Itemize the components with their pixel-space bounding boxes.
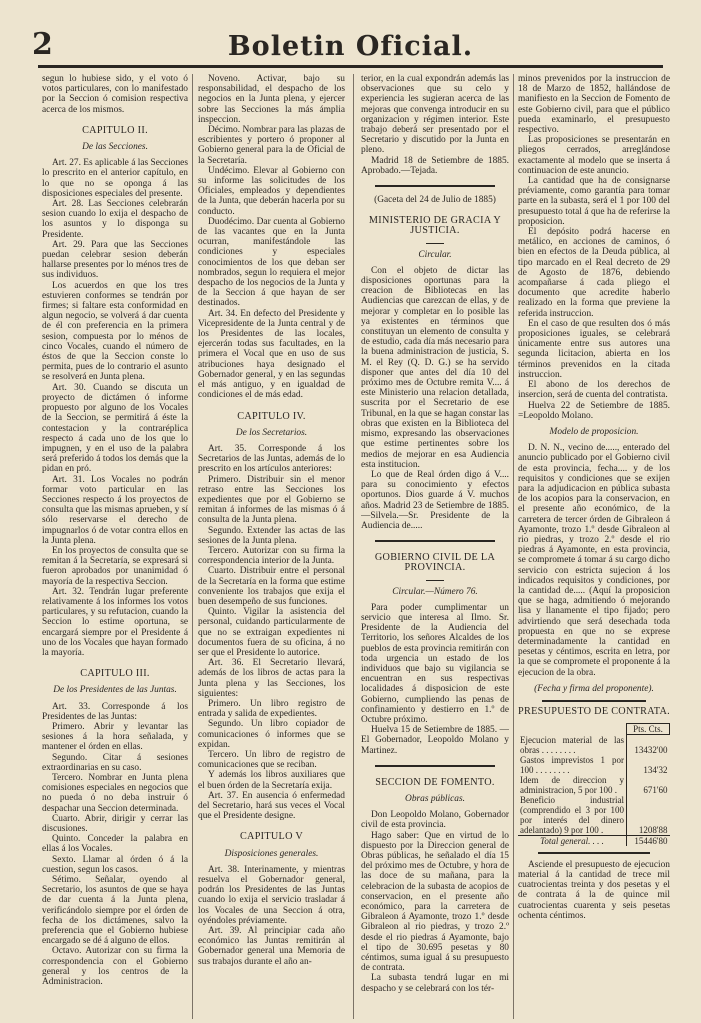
row-amount: 1208'88 (627, 795, 670, 836)
amount-header: Pts. Cts. (627, 724, 670, 735)
budget-table (518, 723, 670, 846)
paragraph: Para poder cumplimentar un servicio que interesa al Ilmo. Sr. Presidente de la Audiencia del Territorio, los señores Alcaldes de los pueblos de esta provincia remitirán con toda urgencia un estado de los individuos que bajo su vigilancia se encuentran en sus respectivas localidades á disposicion de este Gobierno, cumpliendo las penas de confinamiento y destierro en 1.º de Octubre próximo. (361, 602, 509, 725)
section-heading: GOBIERNO CIVIL DE LA PROVINCIA. (374, 552, 496, 574)
article-28: Art. 28. Las Secciones celebrarán sesion cuando lo exija el despacho de los asuntos y lo disponga su Presidente. (42, 199, 188, 240)
newspaper-title: Boletin Oficial. (227, 31, 474, 62)
row-label: Idem de direccion y administracion, 5 por 100 . (520, 774, 624, 795)
list-item: Quinto. Vigilar la asistencia del personal, cuidando particularmente de que no se extraigan expedientes ni documentos fuera de su oficina, á no ser que el Presidente lo autorice. (198, 607, 345, 658)
column-separator (192, 74, 193, 1019)
row-label: Ejecucion material de las obras . . . . . . . . (520, 734, 624, 755)
row-amount: 671'60 (627, 775, 670, 795)
list-item: Décimo. Nombrar para las plazas de escribientes y portero ó proponer al Gobierno general para la de Oficial de la Secretaría. (198, 125, 345, 166)
signature-line: Huelva 15 de Setiembre de 1885. —El Gobernador, Leopoldo Molano y Martinez. (361, 725, 509, 756)
section-heading: SECCION DE FOMENTO. (375, 776, 495, 788)
paragraph: terior, en la cual expondrán además las observaciones que su celo y experiencia les sugieran acerca de las mejoras que convenga introducir en su organizacion y régimen interior. Este trabajo deberá ser presentado por el Secretario y discutido por la Junta en pleno. (361, 74, 509, 156)
chapter-heading: CAPITULO IV. (237, 410, 306, 422)
paragraph: segun lo hubiese sido, y el voto ó votos particulares, con lo manifestado por la Seccion ó comision respectiva acerca de los mismos. (42, 74, 188, 115)
chapter-heading: CAPITULO II. (82, 124, 148, 136)
row-amount: 134'32 (627, 755, 670, 775)
article-27: Art. 27. Es aplicable á las Secciones lo prescrito en el anterior capítulo, en lo que no se oponga á las disposiciones especiales del presente. (42, 158, 188, 199)
paragraph: En los proyectos de consulta que se remitan á la Secretaría, se expresará si fueron aprobados por unanimidad ó mayoría de la respectiva Seccion. (42, 545, 188, 587)
paragraph: Los acuerdos en que los tres estuvieren conformes se tendrán por firmes; si faltare esta conformidad en algun negocio, se volverá á dar cuenta de él con preferencia en la primera sesion, compuesta por lo ménos de cinco Vocales, cuando el número de éstos de que la Seccion conste lo permita, pues de lo contrario el asunto se resolverá en Junta plena. (42, 280, 188, 383)
article-29: Art. 29. Para que las Secciones puedan celebrar sesion deberán hallarse presentes por lo ménos tres de sus individuos. (42, 239, 188, 281)
column-4 (518, 74, 670, 1019)
list-item: Primero. Abrir y levantar las sesiones á la hora señalada, y mantener el órden en ellas. (42, 721, 188, 753)
header-rule (38, 65, 663, 68)
circular-label: Circular.—Número 76. (392, 586, 478, 597)
circular-label: Circular. (418, 249, 452, 260)
paragraph: La subasta tendrá lugar en mi despacho y se celebrará con los tér- (361, 973, 509, 994)
list-item: Sexto. Llamar al órden ó á la cuestion, segun los casos. (42, 854, 188, 875)
column-separator (353, 74, 354, 1019)
page-number: 2 (32, 27, 53, 62)
short-rule (426, 580, 444, 581)
signature-note: (Fecha y firma del proponente). (534, 683, 654, 694)
paragraph: Lo que de Real órden digo á V.... para su conocimiento y efectos oportunos. Dios guarde á V. muchos años. Madrid 23 de Setiembre de 1885.—Silvela.—Sr. Presidente de la Audiencia de..... (361, 469, 509, 531)
column-3 (361, 74, 509, 1019)
list-item: Quinto. Conceder la palabra en ellas á los Vocales. (42, 834, 188, 855)
section-rule (375, 185, 495, 187)
signature-line: Huelva 22 de Setiembre de 1885. =Leopoldo Molano. (518, 400, 670, 421)
chapter-subtitle: Disposiciones generales. (224, 848, 319, 859)
total-row (518, 835, 670, 846)
list-item: Segundo. Un libro copiador de comunicaciones ó informes que se expidan. (198, 719, 345, 750)
article-38: Art. 38. Interinamente, y mientras resuelva el Gobernador general, podrán los Presidentes de las Juntas cuando lo exija el servicio trasladar á los Vocales de una Seccion á otra, oyéndoles préviamente. (198, 864, 345, 926)
paragraph: Asciende el presupuesto de ejecucion material á la cantidad de trece mil cuatrocientas treinta y dos pesetas y el de contrata á la de quince mil cuatrocientas cuarenta y seis pesetas ochenta céntimos. (518, 859, 670, 921)
section-rule (375, 765, 495, 767)
paragraph: El abono de los derechos de insercion, será de cuenta del contratista. (518, 380, 670, 401)
signature-line: Madrid 18 de Setiembre de 1885. Aprobado.—Tejada. (361, 155, 509, 176)
article-35: Art. 35. Corresponde á los Secretarios de las Juntas, además de lo prescrito en los artículos anteriores: (198, 443, 345, 475)
chapter-heading: CAPITULO III. (80, 668, 150, 680)
column-2 (198, 74, 345, 1019)
list-item: Tercero. Autorizar con su firma la correspondencia interior de la Junta. (198, 545, 345, 567)
column-separator (513, 74, 514, 1019)
section-rule (542, 700, 646, 702)
article-34: Art. 34. En defecto del Presidente y Vicepresidente de la Junta central y de los Presidentes de las locales, ejercerán todas sus facultades, en la primera el Vocal que en uso de sus atribuciones haya designado el Gobernador general, y en las segundas el más antiguo, y en igualdad de condiciones el de más edad. (198, 308, 345, 401)
section-heading: MINISTERIO DE GRACIA Y JUSTICIA. (368, 215, 502, 237)
list-item: Duodécimo. Dar cuenta al Gobierno de las vacantes que en la Junta ocurran, manifestándole las condiciones y especiales conocimientos de los que deban ser nombrados, segun lo requiera el mejor despacho de los negocios de la Junta y de la Seccion á que hayan de ser destinados. (198, 216, 345, 309)
list-item: Cuarto. Abrir, dirigir y cerrar las discusiones. (42, 813, 188, 835)
list-item: Noveno. Activar, bajo su responsabilidad, el despacho de los negocios en la Junta plena, y ejercer sobre las Secciones la más ámplia inspeccion. (198, 74, 345, 125)
chapter-subtitle: De los Secretarios. (235, 427, 308, 438)
section-rule (375, 540, 495, 542)
row-label: Beneficio industrial (comprendido el 3 por 100 por interés del dinero adelantado) 9 por 100 . (520, 794, 624, 835)
chapter-subtitle: De las Secciones. (82, 142, 148, 153)
list-item: Segundo. Extender las actas de las sesiones de la Junta plena. (198, 525, 345, 546)
column-1 (42, 74, 188, 1019)
paragraph: Hago saber: Que en virtud de lo dispuesto por la Direccion general de Obras públicas, he señalado el día 15 del próximo mes de Octubre, y hora de las doce de su mañana, para la celebracion de la subasta de acopios de conservacion, en el presente año económico, para la carretera de Gibraleon á Ayamonte, trozo 1.º desde Gibraleon al rio piedras, y trozo 2.º desde el rio piedras á Ayamonte, bajo el tipo de 30.695 pesetas y 80 céntimos, suma igual á su presupuesto de contrata. (361, 830, 509, 974)
paragraph: D. N. N., vecino de....., enterado del anuncio publicado por el Gobierno civil de esta provincia, fecha.... y de los requisitos y condiciones que se exijen para la adjudicacion en pública subasta de los acopios para la conservacion, en el presente año económico, de la carretera de tercer órden de Gibraleon á Ayamonte, trozo 1.º desde Gibraleon al rio piedras, y trozo 2.º desde el rio piedras á Ayamonte, en esta provincia, se compromete á tomar á su cargo dicho servicio con estricta sujecion á los indicados requisitos y condiciones, por la cantidad de..... (Aquí la proposicion que se haga, admitiendo ó mejorando lisa y llanamente el tipo fijado; pero advirtiendo que será desechada toda propuesta en que no se exprese determinadamente la cantidad en pesetas y céntimos, escrita en letra, por la que se compromete el proponente á la ejecucion de la obra. (518, 443, 670, 678)
list-item: Segundo. Citar á sesiones extraordinarias en su caso. (42, 752, 188, 773)
short-rule (426, 243, 444, 244)
list-item: Cuarto. Distribuir entre el personal de la Secretaría en la forma que estime conveniente los trabajos que exija el buen desempeño de sus funciones. (198, 566, 345, 607)
table-row (518, 795, 670, 836)
list-item: Sétimo. Señalar, oyendo al Secretario, los asuntos de que se haya de dar cuenta á la Junta plena, verificándolo siempre por el órden de fecha de los dictámenes, salvo la preferencia que el Gobierno hubiese encargado se dé á alguno de ellos. (42, 875, 188, 947)
list-item: Primero. Un libro registro de entrada y salida de expedientes. (198, 698, 345, 720)
table-row (518, 735, 670, 755)
row-label: Gastos imprevistos 1 por 100 . . . . . . . . (520, 754, 624, 775)
paragraph: Con el objeto de dictar las disposiciones oportunas para la creacion de Bibliotecas en las Audiencias que carezcan de ellas, y de mejorar y completar en lo posible las ya existentes en términos que constituyan un elemento de consulta y de estudio, cada día más necesario para la buena administracion de justicia, S. M. el Rey (Q. D. G.) se ha servido disponer que antes del día 10 del próximo mes de Octubre remita V.... á este Ministerio una relacion detallada, suscrita por el Secretario de ese Tribunal, en la que se hagan constar las obras que existen en la Biblioteca del mismo, expresando las observaciones que estime pertinentes sobre los medios de mejorar en esa Audiencia esta institucion. (361, 265, 509, 470)
section-heading: PRESUPUESTO DE CONTRATA. (518, 705, 670, 717)
article-30: Art. 30. Cuando se discuta un proyecto de dictámen ó informe propuesto por alguno de los Vocales de la Seccion, se permitirá á éste la contestacion y la contraréplica respecto á cada uno de los que lo impugnen, y en el uso de la palabra será preferido á todos los demás que la pidan en pró. (42, 382, 188, 475)
total-label: Total general. . . . (518, 835, 627, 846)
article-32: Art. 32. Tendrán lugar preferente relativamente á los informes los votos particulares, y su refutacion, cuando la Seccion lo estime oportuna, se encargará siempre por el Presidente á uno de los Vocales que hayan formado la mayoría. (42, 586, 188, 658)
paragraph: La cantidad que ha de consignarse préviamente, como garantía para tomar parte en la subasta, será el 1 por 100 del presupuesto total á que ha de referirse la proposicion. (518, 176, 670, 227)
paragraph: En el caso de que resulten dos ó más proposiciones iguales, se celebrará únicamente entre sus autores una segunda licitacion, abierta en los términos prevenidos en la citada instruccion. (518, 318, 670, 380)
model-heading: Modelo de proposicion. (549, 426, 639, 437)
list-item: Octavo. Autorizar con su firma la correspondencia con el Gobierno general y los centros de la Administracion. (42, 946, 188, 988)
table-row (518, 755, 670, 775)
paragraph: El depósito podrá hacerse en metálico, en acciones de caminos, ó bien en efectos de la Deuda pública, al tipo marcado en el Real decreto de 29 de Agosto de 1876, debiendo acompañarse á cada pliego el documento que acredite haberlo realizado en la forma que previene la referida instruccion. (518, 227, 670, 319)
paragraph: minos prevenidos por la instruccion de 18 de Marzo de 1852, hallándose de manifiesto en la Seccion de Fomento de este Gobierno civil, para que el público pueda examinarlo, el presupuesto respectivo. (518, 74, 670, 136)
article-37: Art. 37. En ausencia ó enfermedad del Secretario, hará sus veces el Vocal que el Presidente designe. (198, 790, 345, 822)
table-row (518, 775, 670, 795)
list-item: Undécimo. Elevar al Gobierno con su informe las solicitudes de los Oficiales, empleados y dependientes de la Junta, que deberán hacerla por su conducto. (198, 165, 345, 217)
article-33: Art. 33. Corresponde á los Presidentes de las Juntas: (42, 701, 188, 722)
list-item: Y además los libros auxiliares que el buen órden de la Secretaría exija. (198, 770, 345, 791)
chapter-heading: CAPITULO V (239, 831, 304, 843)
paragraph: Don Leopoldo Molano, Gobernador civil de esta provincia. (361, 810, 509, 831)
paragraph: Las proposiciones se presentarán en pliegos cerrados, arreglándose exactamente al modelo que se inserta á continuacion de este anuncio. (518, 135, 670, 176)
source-note: (Gaceta del 24 de Julio de 1885) (374, 195, 496, 206)
article-36: Art. 36. El Secretario llevará, además de los libros de actas para la Junta plena y las Secciones, los siguientes: (198, 658, 345, 699)
row-amount: 13432'00 (627, 735, 670, 755)
total-amount: 15446'80 (627, 835, 670, 846)
list-item: Tercero. Un libro de registro de comunicaciones que se reciban. (198, 750, 345, 771)
section-subtitle: Obras públicas. (405, 793, 465, 804)
list-item: Tercero. Nombrar en Junta plena comisiones especiales en negocios que no pueda ó no deba instruir ó despachar una Seccion determinada. (42, 773, 188, 814)
section-rule (538, 852, 650, 854)
article-31: Art. 31. Los Vocales no podrán formar voto particular en las Secciones respecto á los proyectos de consulta que las mismas aprueben, y sí sólo reservarse el derecho de impugnarlos ó de votar contra ellos en la Junta plena. (42, 474, 188, 546)
list-item: Primero. Distribuir sin el menor retraso entre las Secciones los expedientes que por el Gobierno se remitan á informes de las mismas ó á consulta de la Junta plena. (198, 474, 345, 526)
chapter-subtitle: De los Presidentes de las Juntas. (53, 685, 177, 696)
article-39: Art. 39. Al principiar cada año económico las Juntas remitirán al Gobernador general una Memoria de sus trabajos durante el año an- (198, 926, 345, 967)
